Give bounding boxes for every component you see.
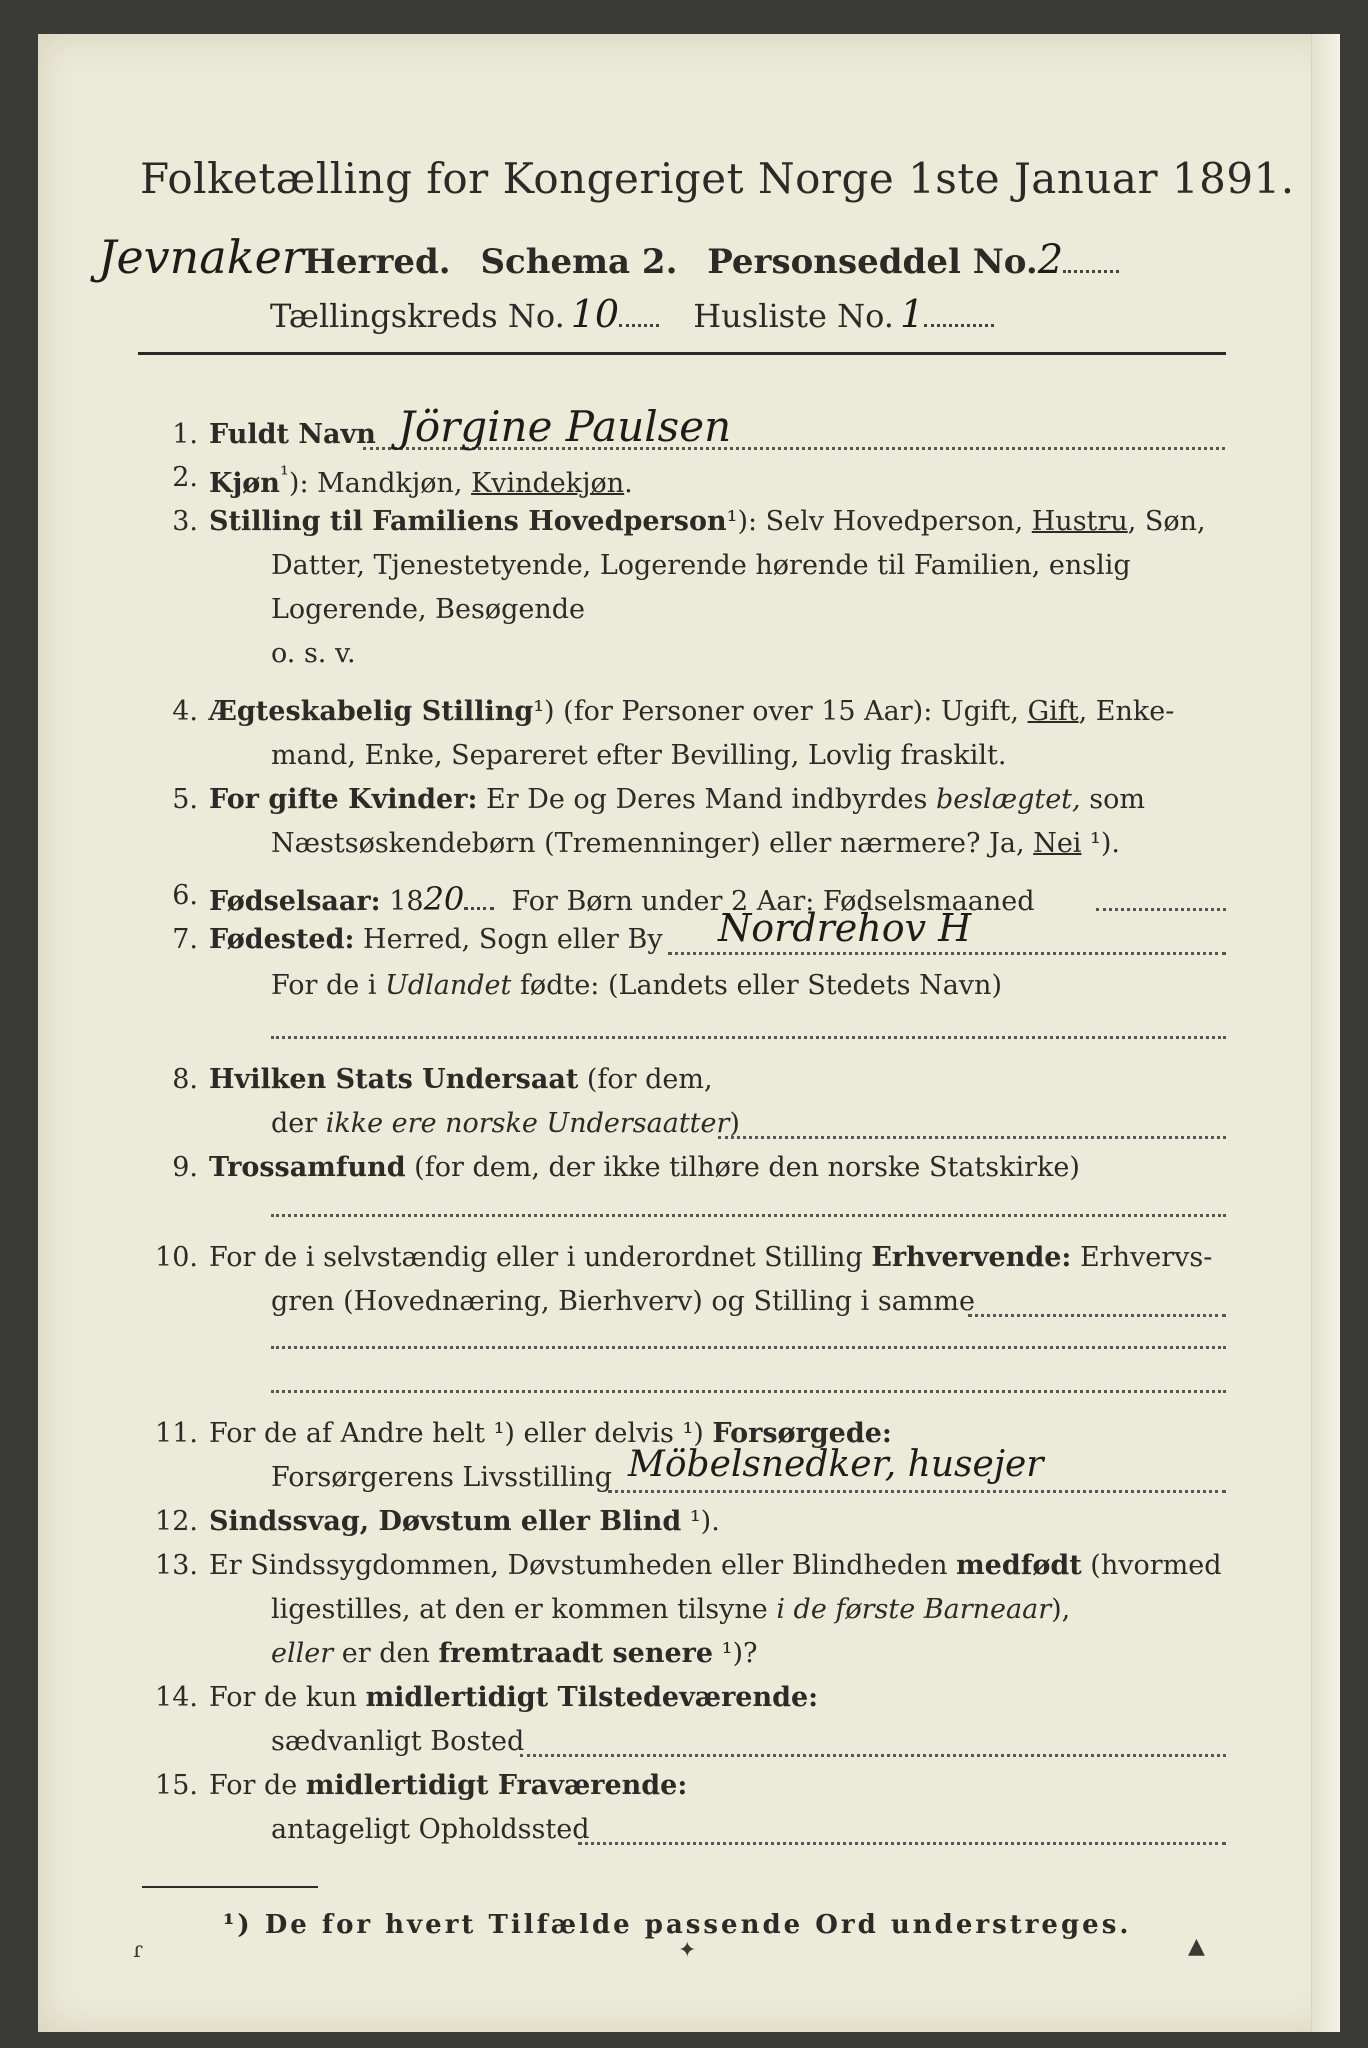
item-number: 6. <box>172 880 198 911</box>
provider-occupation-handwritten: Möbelsnedker, husejer <box>628 1444 1044 1485</box>
item-6-line: Fødselsaar: 1820 For Børn under 2 Aar: Fødselsmaaned <box>209 880 1035 918</box>
herred-label: Herred. <box>303 242 451 282</box>
item-3-line-3: Logerende, Besøgende <box>271 594 585 625</box>
kreds-label: Tællingskreds No. <box>270 297 565 335</box>
husliste-number: 1 <box>899 292 925 336</box>
item-1-handwritten-name: Jörgine Paulsen <box>398 402 732 451</box>
item-number: 1. <box>172 419 198 450</box>
item-1-label: Fuldt Navn <box>209 419 376 450</box>
item-number: 14. <box>155 1682 198 1713</box>
item-14-line <box>520 1754 1226 1757</box>
item-2-text: Kjøn$^{^1}$): Mandkjøn, Kvindekjøn. <box>209 462 633 499</box>
item-13-line-3: eller er den fremtraadt senere ¹)? <box>271 1638 758 1669</box>
item-14-line-1: For de kun midlertidigt Tilstedeværende: <box>209 1682 819 1713</box>
schema-label: Schema 2. <box>480 242 678 282</box>
item-number: 7. <box>172 924 198 955</box>
personseddel-number: 2 <box>1037 237 1064 283</box>
personseddel-label: Personseddel No. <box>707 242 1038 282</box>
item-3-line-4: o. s. v. <box>271 638 356 669</box>
item-4-line-2: mand, Enke, Separeret efter Bevilling, Lovlig fraskilt. <box>271 740 1007 771</box>
item-number: 2. <box>172 462 198 493</box>
item-7-line <box>668 952 1226 955</box>
item-number: 15. <box>155 1770 198 1801</box>
item-number: 11. <box>155 1418 198 1449</box>
herred-line <box>98 230 1119 284</box>
item-11-line-2: Forsørgerens Livsstilling <box>271 1462 613 1493</box>
item-number: 4. <box>172 696 198 727</box>
item-11-line <box>608 1490 1226 1493</box>
item-5-line-2: Næstsøskendebørn (Tremenninger) eller nærmere? Ja, Nei ¹). <box>271 828 1120 859</box>
item-3-line-2: Datter, Tjenestetyende, Logerende hørende til Familien, enslig <box>271 550 1131 581</box>
item-number: 5. <box>172 784 198 815</box>
item-7-line-1: Fødested: Herred, Sogn eller By <box>209 924 663 955</box>
item-7-line-2: For de i Udlandet fødte: (Landets eller Stedets Navn) <box>271 970 1002 1001</box>
item-13-line-1: Er Sindssygdommen, Døvstumheden eller Blindheden medfødt (hvormed <box>209 1550 1222 1581</box>
item-15-line-2: antageligt Opholdssted <box>271 1814 590 1845</box>
form-title: Folketælling for Kongeriget Norge 1ste Januar 1891. <box>140 154 1295 203</box>
item-12-line: Sindssvag, Døvstum eller Blind ¹). <box>209 1506 720 1537</box>
item-10-line-1: For de i selvstændig eller i underordnet Stilling Erhvervende: Erhvervs- <box>209 1242 1213 1273</box>
item-number: 3. <box>172 506 198 537</box>
item-3-line-1: Stilling til Familiens Hovedperson¹): Selv Hovedperson, Hustru, Søn, <box>209 506 1206 537</box>
kreds-number: 10 <box>570 292 620 336</box>
item-7-blank-line <box>271 1036 1226 1039</box>
item-15-line-1: For de midlertidigt Fraværende: <box>209 1770 688 1801</box>
ink-speck: ✦ <box>678 1938 697 1963</box>
item-14-line-2: sædvanligt Bosted <box>271 1726 525 1757</box>
item-10-line <box>968 1314 1226 1317</box>
item-number: 12. <box>155 1506 198 1537</box>
item-4-line-1: Ægteskabelig Stilling¹) (for Personer over 15 Aar): Ugift, Gift, Enke- <box>209 696 1175 727</box>
item-number: 13. <box>155 1550 198 1581</box>
item-6-line-blank <box>1096 908 1226 911</box>
birthplace-handwritten: Nordrehov H <box>718 906 972 950</box>
ink-speck: ▲ <box>1188 1934 1205 1959</box>
item-number: 8. <box>172 1064 198 1095</box>
page-edge <box>1311 34 1340 2032</box>
husliste-label: Husliste No. <box>693 297 894 335</box>
item-number: 9. <box>172 1152 198 1183</box>
footnote-rule <box>142 1886 318 1888</box>
header-rule <box>138 352 1226 355</box>
birth-year-handwritten: 20 <box>423 880 465 918</box>
item-15-line <box>578 1842 1226 1845</box>
item-10-line-2: gren (Hovednæring, Bierhverv) og Stilling i samme <box>271 1286 976 1317</box>
item-10-blank-line-1 <box>271 1346 1226 1349</box>
item-8-line <box>718 1136 1226 1139</box>
item-13-line-2: ligestilles, at den er kommen tilsyne i de første Barneaar), <box>271 1594 1071 1625</box>
item-number: 10. <box>155 1242 198 1273</box>
item-8-line-1: Hvilken Stats Undersaat (for dem, <box>209 1064 713 1095</box>
census-form-page <box>38 34 1340 2032</box>
item-10-blank-line-2 <box>271 1390 1226 1393</box>
item-11-line-1: For de af Andre helt ¹) eller delvis ¹) Forsørgede: <box>209 1418 892 1449</box>
herred-handwritten: Jevnaker <box>98 230 304 284</box>
item-9-blank-line <box>271 1214 1226 1217</box>
item-5-line-1: For gifte Kvinder: Er De og Deres Mand indbyrdes beslægtet, som <box>209 784 1145 815</box>
item-9-line-1: Trossamfund (for dem, der ikke tilhøre den norske Statskirke) <box>209 1152 1080 1183</box>
kreds-line <box>270 292 994 336</box>
item-8-line-2: der ikke ere norske Undersaatter) <box>271 1108 740 1139</box>
footnote: ¹) De for hvert Tilfælde passende Ord understreges. <box>223 1910 1132 1940</box>
ink-speck: ɾ <box>133 1938 143 1963</box>
